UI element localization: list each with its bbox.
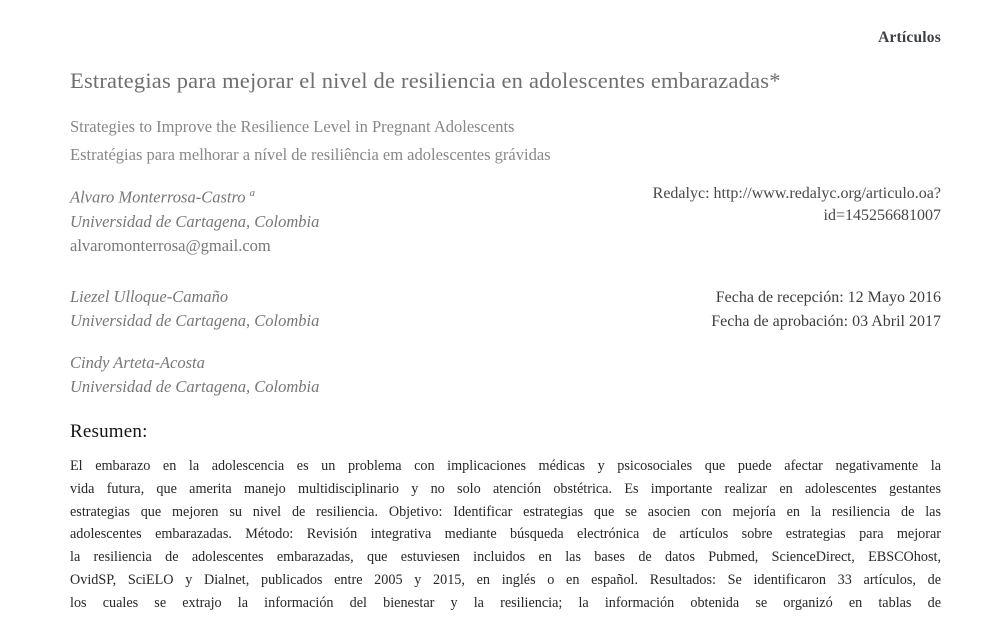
abstract-line: vida futura, que amerita manejo multidisciplinario y no solo atención obstétrica. Es importante realizar en adolescentes gestantes <box>70 480 941 497</box>
abstract-line-truncated: los cuales se extrajo la información del bienestar y la resiliencia; la información obtenida se organizó en tablas de <box>70 594 941 611</box>
author-block <box>70 181 319 258</box>
journal-section-label: Artículos <box>878 29 941 46</box>
reception-date: Fecha de recepción: 12 Mayo 2016 <box>715 289 941 306</box>
author-affiliation: Universidad de Cartagena, Colombia <box>70 377 320 396</box>
author-name <box>70 181 319 210</box>
abstract-line: la resiliencia de adolescentes embarazadas, que estuviesen incluidos en las bases de datos Pubmed, ScienceDirect, EBSCOhost, <box>70 549 941 566</box>
author-affiliation: Universidad de Cartagena, Colombia <box>70 311 320 330</box>
abstract-line: adolescentes embarazadas. Método: Revisión integrativa mediante búsqueda electrónica de artículos sobre estrategias para mejorar <box>70 526 941 543</box>
redalyc-article-id[interactable]: id=145256681007 <box>823 206 941 224</box>
author-block <box>70 351 319 399</box>
abstract-paragraph <box>70 458 941 618</box>
author-name: Liezel Ulloque-Camaño <box>70 287 229 306</box>
article-subtitle-pt: Estratégias para melhorar a nível de resiliência em adolescentes grávidas <box>70 145 551 164</box>
author-name: Cindy Arteta-Acosta <box>70 353 205 372</box>
article-subtitle-en: Strategies to Improve the Resilience Level in Pregnant Adolescents <box>70 117 515 136</box>
redalyc-reference <box>653 183 941 226</box>
author-affiliation-superscript: a <box>249 187 256 199</box>
author-email: alvaromonterrosa@gmail.com <box>70 235 271 255</box>
abstract-heading: Resumen: <box>70 421 148 442</box>
abstract-line: estrategias que mejoren su nivel de resiliencia. Objetivo: Identificar estrategias que se asocien con mejoría en la resiliencia de las <box>70 503 941 520</box>
approval-date: Fecha de aprobación: 03 Abril 2017 <box>711 312 941 330</box>
article-title: Estrategias para mejorar el nivel de resiliencia en adolescentes embarazadas* <box>70 68 781 93</box>
author-name-text: Alvaro Monterrosa-Castro <box>70 187 246 207</box>
article-dates <box>711 286 941 333</box>
abstract-line: OvidSP, SciELO y Dialnet, publicados entre 2005 y 2015, en inglés o en español. Resultados: Se identificaron 33 artículos, de <box>70 571 941 588</box>
redalyc-url-link[interactable]: Redalyc: http://www.redalyc.org/articulo.oa? <box>652 185 941 202</box>
abstract-line: El embarazo en la adolescencia es un problema con implicaciones médicas y psicosociales que puede afectar negativamente la <box>70 458 941 474</box>
author-affiliation: Universidad de Cartagena, Colombia <box>70 211 320 231</box>
author-block <box>70 285 319 333</box>
